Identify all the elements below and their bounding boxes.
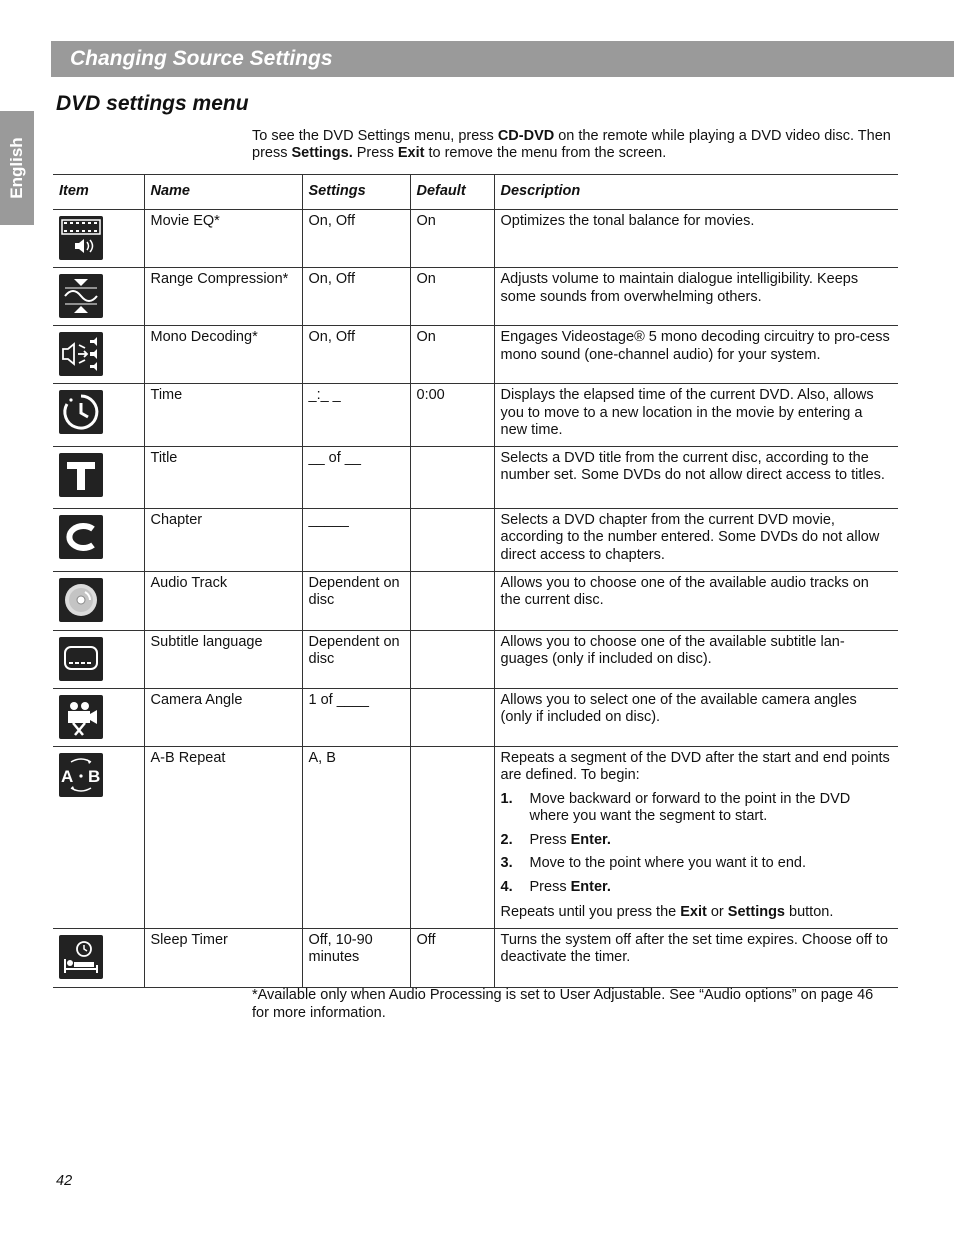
item-cell xyxy=(53,384,144,447)
item-cell xyxy=(53,688,144,746)
default-cell: 0:00 xyxy=(410,384,494,447)
footnote: *Available only when Audio Processing is set to User Adjustable. See “Audio options” on page 46 for more information. xyxy=(252,987,874,1021)
name-cell: Sleep Timer xyxy=(144,928,302,987)
default-cell xyxy=(410,446,494,508)
settings-cell: On, Off xyxy=(302,268,410,326)
item-cell xyxy=(53,571,144,630)
table-row xyxy=(53,210,898,268)
step-text-part: Press xyxy=(529,878,571,895)
step-text xyxy=(530,879,611,897)
page-title: DVD settings menu xyxy=(56,92,249,115)
audio-track-icon xyxy=(59,578,103,622)
description-cell: Engages Videostage® 5 mono decoding circuitry to pro-cess mono sound (one-channel audio) for your system. xyxy=(494,326,898,384)
settings-cell: 1 of ____ xyxy=(302,688,410,746)
step-number: 2. xyxy=(500,831,513,848)
sleep-timer-icon xyxy=(59,935,103,979)
camera-angle-icon xyxy=(59,695,103,739)
name-cell: Audio Track xyxy=(144,571,302,630)
description-cell: Selects a DVD title from the current disc, according to the number set. Some DVDs do not allow direct access to titles. xyxy=(494,446,898,508)
column-header-default: Default xyxy=(410,175,494,210)
step-number: 3. xyxy=(500,855,513,871)
step-number: 1. xyxy=(500,790,513,807)
description-cell: Adjusts volume to maintain dialogue intelligibility. Keeps some sounds from overwhelming others. xyxy=(494,268,898,326)
intro-paragraph xyxy=(252,128,912,162)
default-cell xyxy=(410,688,494,746)
settings-cell: Off, 10-90 minutes xyxy=(302,928,410,987)
mono-decoding-icon xyxy=(59,332,103,376)
intro-text: to remove the menu from the screen. xyxy=(424,145,667,161)
intro-key-cd-dvd: CD-DVD xyxy=(497,128,555,144)
movie-eq-icon xyxy=(59,216,103,260)
table-header-row xyxy=(53,175,898,210)
step-text-part: Move to the point where you want it to end. xyxy=(529,855,806,871)
step-text xyxy=(530,791,893,826)
settings-cell: Dependent on disc xyxy=(302,571,410,630)
name-cell: A-B Repeat xyxy=(144,746,302,928)
step-text xyxy=(530,855,806,873)
intro-text: on the remote while playing a DVD video disc. Then press xyxy=(252,128,891,161)
item-cell xyxy=(53,268,144,326)
description-cell: Turns the system off after the set time expires. Choose off to deactivate the timer. xyxy=(494,928,898,987)
table-row xyxy=(53,928,898,987)
default-cell: On xyxy=(410,326,494,384)
table-row xyxy=(53,508,898,571)
table-row xyxy=(53,571,898,630)
svg-text:A: A xyxy=(61,766,74,786)
footer-key-settings: Settings xyxy=(727,904,785,920)
step-number: 4. xyxy=(500,878,513,895)
section-banner xyxy=(51,41,954,77)
description-cell: Selects a DVD chapter from the current DVD movie, according to the number entered. Some DVDs do not allow direct access to chapters. xyxy=(494,508,898,571)
name-cell: Title xyxy=(144,446,302,508)
default-cell xyxy=(410,508,494,571)
item-cell xyxy=(53,210,144,268)
range-compression-icon xyxy=(59,274,103,318)
description-cell: Allows you to select one of the available camera angles (only if included on disc). xyxy=(494,688,898,746)
list-item xyxy=(501,855,893,873)
ab-repeat-intro: Repeats a segment of the DVD after the start and end points are defined. To begin: xyxy=(500,749,890,783)
ab-repeat-footer xyxy=(501,904,893,922)
default-cell xyxy=(410,630,494,688)
description-cell xyxy=(494,746,898,928)
column-header-name: Name xyxy=(144,175,302,210)
svg-text:B: B xyxy=(88,766,101,786)
section-title: Changing Source Settings xyxy=(70,47,333,70)
name-cell: Camera Angle xyxy=(144,688,302,746)
time-icon xyxy=(59,390,103,434)
item-cell xyxy=(53,508,144,571)
default-cell xyxy=(410,746,494,928)
step-text-part: Move backward or forward to the point in the DVD where you want the segment to start. xyxy=(529,790,851,824)
intro-text: Press xyxy=(352,145,398,161)
description-cell: Optimizes the tonal balance for movies. xyxy=(494,210,898,268)
column-header-description: Description xyxy=(494,175,898,210)
name-cell: Time xyxy=(144,384,302,447)
list-item xyxy=(501,832,893,850)
column-header-item: Item xyxy=(53,175,144,210)
footer-text: or xyxy=(706,904,728,920)
default-cell: Off xyxy=(410,928,494,987)
table-row xyxy=(53,446,898,508)
description-cell: Displays the elapsed time of the current DVD. Also, allows you to move to a new location in the movie by entering a new time. xyxy=(494,384,898,447)
intro-text: To see the DVD Settings menu, press xyxy=(252,128,498,144)
name-cell: Subtitle language xyxy=(144,630,302,688)
ab-repeat-icon xyxy=(59,753,103,797)
list-item xyxy=(501,879,893,897)
default-cell: On xyxy=(410,210,494,268)
language-tab xyxy=(0,111,34,225)
settings-cell: Dependent on disc xyxy=(302,630,410,688)
language-tab-label: English xyxy=(7,137,26,199)
table-row xyxy=(53,326,898,384)
item-cell xyxy=(53,446,144,508)
list-item xyxy=(501,791,893,826)
step-key: Enter. xyxy=(570,831,611,848)
name-cell: Chapter xyxy=(144,508,302,571)
settings-cell: On, Off xyxy=(302,326,410,384)
settings-cell: A, B xyxy=(302,746,410,928)
description-cell: Allows you to choose one of the available audio tracks on the current disc. xyxy=(494,571,898,630)
table-row xyxy=(53,268,898,326)
item-cell xyxy=(53,630,144,688)
name-cell: Movie EQ* xyxy=(144,210,302,268)
page-number: 42 xyxy=(56,1173,73,1189)
table-row xyxy=(53,746,898,928)
column-header-settings: Settings xyxy=(302,175,410,210)
footer-text: button. xyxy=(785,904,834,920)
settings-cell: On, Off xyxy=(302,210,410,268)
settings-cell: _____ xyxy=(302,508,410,571)
name-cell: Mono Decoding* xyxy=(144,326,302,384)
table-row xyxy=(53,384,898,447)
settings-cell: _:_ _ xyxy=(302,384,410,447)
step-key: Enter. xyxy=(570,878,611,895)
intro-key-exit: Exit xyxy=(397,145,425,161)
ab-repeat-steps xyxy=(501,791,893,897)
settings-cell: __ of __ xyxy=(302,446,410,508)
step-text-part: Press xyxy=(529,831,571,848)
default-cell xyxy=(410,571,494,630)
footer-text: Repeats until you press the xyxy=(500,904,681,920)
item-cell xyxy=(53,928,144,987)
table-row xyxy=(53,688,898,746)
footer-key-exit: Exit xyxy=(680,904,707,920)
item-cell xyxy=(53,746,144,928)
description-cell: Allows you to choose one of the available subtitle lan-guages (only if included on disc). xyxy=(494,630,898,688)
item-cell xyxy=(53,326,144,384)
chapter-icon xyxy=(59,515,103,559)
subtitle-icon xyxy=(59,637,103,681)
intro-key-settings: Settings. xyxy=(291,145,353,161)
title-icon xyxy=(59,453,103,497)
name-cell: Range Compression* xyxy=(144,268,302,326)
settings-table xyxy=(53,174,898,988)
step-text xyxy=(530,832,611,850)
default-cell: On xyxy=(410,268,494,326)
table-row xyxy=(53,630,898,688)
